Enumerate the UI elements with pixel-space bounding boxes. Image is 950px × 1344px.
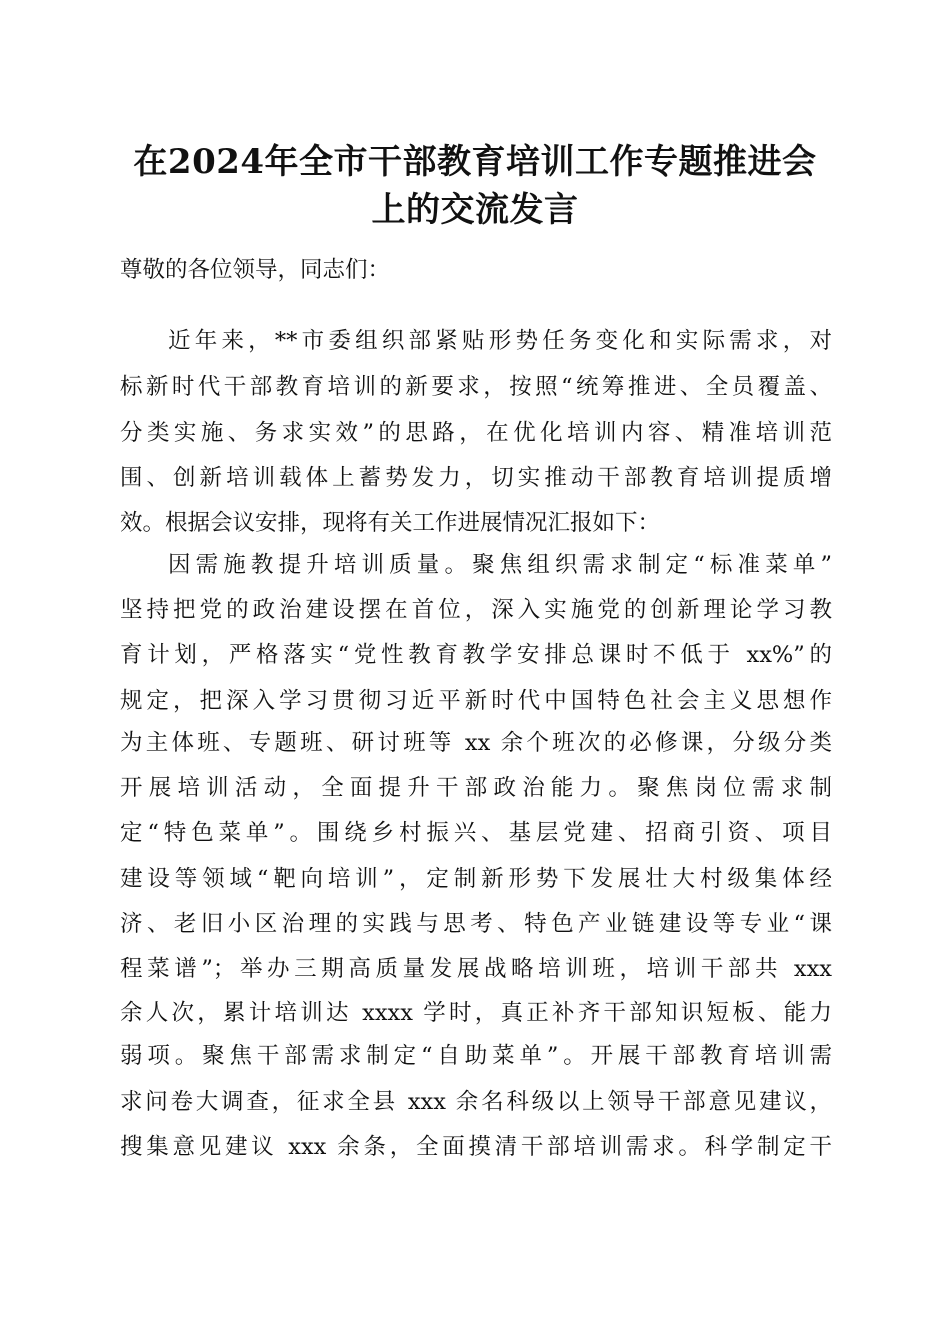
paragraph2-line-1: 因需施教提升培训质量。聚焦组织需求制定“标准菜单”: [168, 552, 832, 578]
document-title-line-1: 在2024年全市干部教育培训工作专题推进会: [133, 142, 817, 182]
paragraph2-line-11: 余人次，累计培训达 xxxx 学时，真正补齐干部知识短板、能力: [120, 1000, 832, 1026]
paragraph1-line-3: 分类实施、务求实效”的思路，在优化培训内容、精准培训范: [120, 420, 832, 446]
paragraph2-line-2: 坚持把党的政治建设摆在首位，深入实施党的创新理论学习教: [120, 597, 832, 623]
paragraph2-line-12: 弱项。聚焦干部需求制定“自助菜单”。开展干部教育培训需: [120, 1043, 832, 1069]
paragraph2-line-4: 规定，把深入学习贯彻习近平新时代中国特色社会主义思想作: [120, 688, 832, 714]
paragraph2-line-5: 为主体班、专题班、研讨班等 xx 余个班次的必修课，分级分类: [120, 730, 832, 756]
paragraph2-line-8: 建设等领域“靶向培训”，定制新形势下发展壮大村级集体经: [120, 866, 832, 892]
paragraph2-line-3: 育计划，严格落实“党性教育教学安排总课时不低于 xx%”的: [120, 642, 832, 668]
paragraph2-line-10: 程菜谱”；举办三期高质量发展战略培训班，培训干部共 xxx: [120, 956, 832, 982]
paragraph2-line-13: 求问卷大调查，征求全县 xxx 余名科级以上领导干部意见建议，: [120, 1089, 832, 1115]
paragraph1-line-4: 围、创新培训载体上蓄势发力，切实推动干部教育培训提质增: [120, 465, 832, 491]
document-title-line-2: 上的交流发言: [371, 190, 579, 230]
salutation: 尊敬的各位领导，同志们：: [120, 257, 391, 283]
paragraph1-line-2: 标新时代干部教育培训的新要求，按照“统筹推进、全员覆盖、: [120, 374, 832, 400]
paragraph2-line-14: 搜集意见建议 xxx 余条，全面摸清干部培训需求。科学制定干: [120, 1134, 832, 1160]
paragraph1-line-1: 近年来，**市委组织部紧贴形势任务变化和实际需求，对: [168, 328, 832, 354]
paragraph2-line-9: 济、老旧小区治理的实践与思考、特色产业链建设等专业“课: [120, 911, 832, 937]
paragraph2-line-7: 定“特色菜单”。围绕乡村振兴、基层党建、招商引资、项目: [120, 820, 832, 846]
paragraph1-line-5: 效。根据会议安排，现将有关工作进展情况汇报如下：: [120, 510, 661, 536]
paragraph2-line-6: 开展培训活动，全面提升干部政治能力。聚焦岗位需求制: [120, 775, 832, 801]
